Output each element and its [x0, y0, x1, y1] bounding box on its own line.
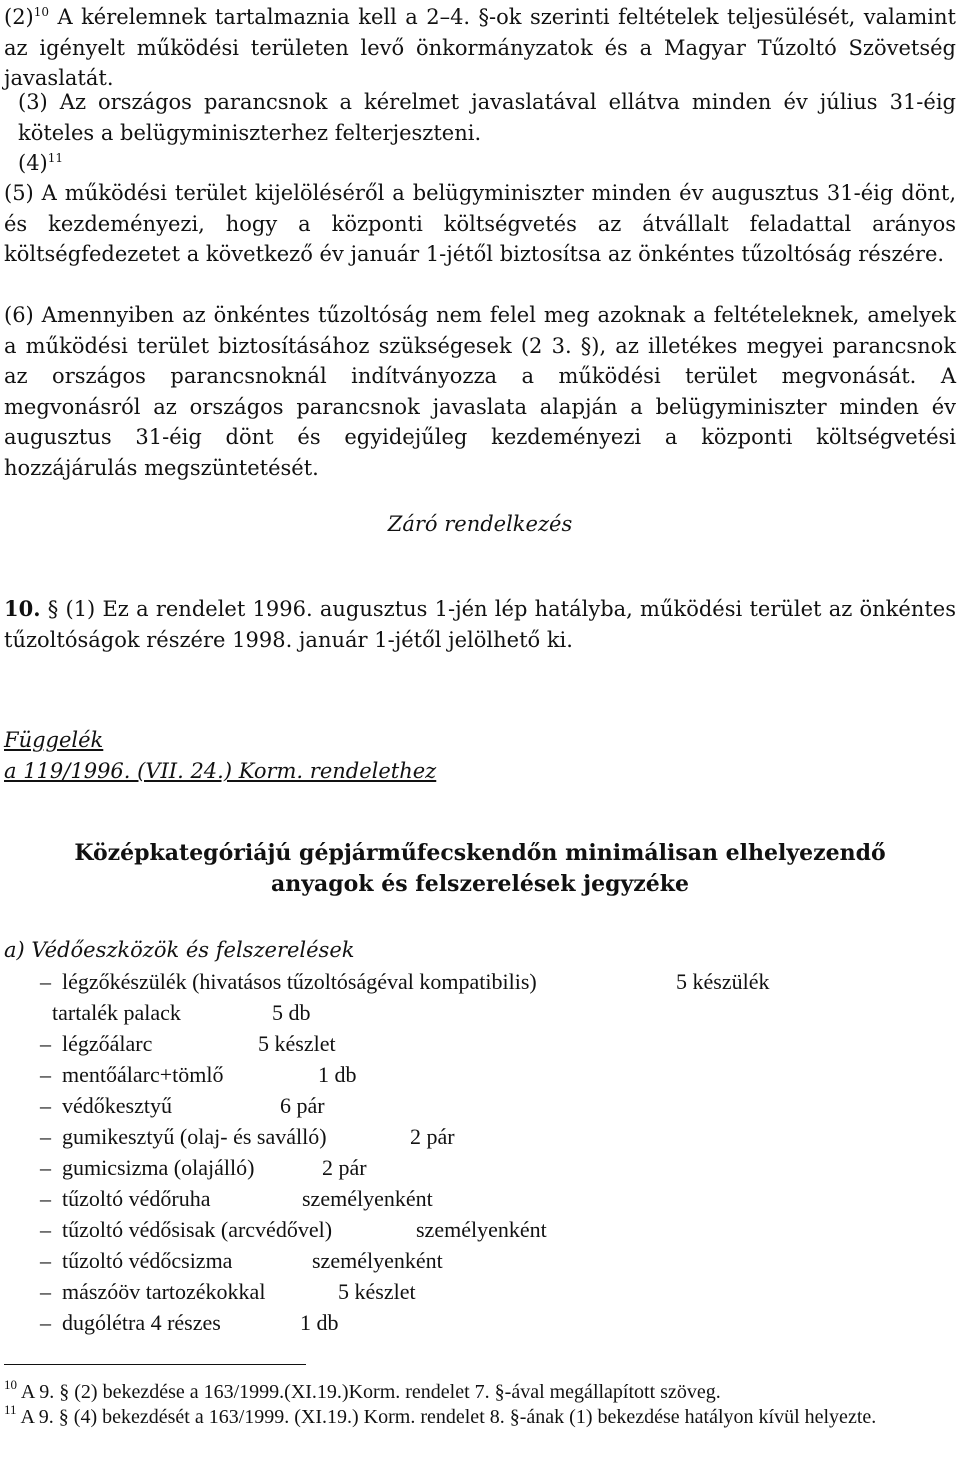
equipment-item — [4, 1183, 956, 1214]
equipment-name: légzőálarc — [62, 1031, 153, 1056]
footnote-11 — [4, 1402, 956, 1430]
equipment-item — [4, 997, 956, 1028]
list-dash: – — [40, 1279, 51, 1304]
equipment-quantity: 6 pár — [280, 1093, 325, 1118]
equipment-name: gumicsizma (olajálló) — [62, 1155, 255, 1180]
equipment-quantity: 1 db — [318, 1062, 357, 1087]
section-10-number: 10. — [4, 596, 41, 621]
equipment-name: gumikesztyű (olaj- és saválló) — [62, 1124, 327, 1149]
paragraph-2-number: (2) — [4, 5, 34, 29]
equipment-name: tűzoltó védőruha — [62, 1186, 211, 1211]
footnote-ref-11[interactable]: 11 — [47, 151, 64, 165]
equipment-quantity: személyenként — [416, 1217, 547, 1242]
list-dash: – — [40, 1093, 51, 1118]
paragraph-5: (5) A működési terület kijelöléséről a belügyminiszter minden év augusztus 31-éig dönt, és kezdeményezi, hogy a központi költségvetés az átvállalt feladattal arányos költségfedezetet a következő év január 1-jétől biztosítsa az önkéntes tűzoltóság részére. — [4, 181, 956, 266]
footnote-10-text: A 9. § (2) bekezdése a 163/1999.(XI.19.)Korm. rendelet 7. §-ával megállapított szöveg. — [20, 1381, 721, 1403]
list-dash: – — [40, 1031, 51, 1056]
footnote-10-number: 10 — [4, 1377, 17, 1392]
paragraph-2 — [4, 2, 956, 94]
category-a-label: a) Védőeszközök és felszerelések — [4, 938, 355, 962]
closing-provisions-title: Záró rendelkezés — [387, 512, 573, 536]
equipment-quantity: 5 db — [272, 1000, 311, 1025]
equipment-item — [4, 1214, 956, 1245]
footnote-separator — [4, 1364, 306, 1365]
footnote-10 — [4, 1377, 956, 1405]
footnote-11-text: A 9. § (4) bekezdését a 163/1999. (XI.19.) Korm. rendelet 8. §-ának (1) bekezdése hatályon kívül helyezte. — [20, 1406, 877, 1428]
equipment-name: védőkesztyű — [62, 1093, 172, 1118]
section-10-text: § (1) Ez a rendelet 1996. augusztus 1-jén lép hatályba, működési terület az önkéntes tűzoltóságok részére 1998. január 1-jétől jelölhető ki. — [4, 597, 956, 652]
inventory-heading — [4, 838, 956, 900]
equipment-name: légzőkészülék (hivatásos tűzoltóságéval kompatibilis) — [62, 969, 537, 994]
equipment-quantity: 5 készlet — [258, 1031, 336, 1056]
list-dash: – — [40, 1310, 51, 1335]
equipment-quantity: 5 készlet — [338, 1279, 416, 1304]
list-dash: – — [40, 1186, 51, 1211]
equipment-item — [4, 1152, 956, 1183]
appendix-reference[interactable]: a 119/1996. (VII. 24.) Korm. rendelethez — [4, 759, 437, 783]
equipment-item — [4, 1121, 956, 1152]
equipment-quantity: 1 db — [300, 1310, 339, 1335]
equipment-name: mászóöv tartozékokkal — [62, 1279, 266, 1304]
paragraph-6: (6) Amennyiben az önkéntes tűzoltóság nem felel meg azoknak a feltételeknek, amelyek a működési terület biztosításához szükségesek (2 3. §), az illetékes megyei parancsnok az országos parancsnoknál indítványozza a működési terület megvonását. A megvonásról az országos parancsnok javaslata alapján a belügyminiszter minden év augusztus 31-éig dönt és egyidejűleg kezdeményezi a központi költségvetési hozzájárulás megszüntetését. — [4, 303, 956, 480]
inventory-heading-line-1: Középkategóriájú gépjárműfecskendőn minimálisan elhelyezendő — [74, 840, 886, 866]
footnote-11-number: 11 — [4, 1402, 17, 1417]
appendix-block — [4, 725, 956, 787]
footnote-ref-10[interactable]: 10 — [33, 5, 50, 19]
equipment-quantity: 2 pár — [322, 1155, 367, 1180]
equipment-item — [4, 1028, 956, 1059]
equipment-name: tartalék palack — [52, 1000, 181, 1025]
equipment-name: mentőálarc+tömlő — [62, 1062, 224, 1087]
list-dash: – — [40, 1155, 51, 1180]
equipment-quantity: 5 készülék — [676, 969, 770, 994]
inventory-heading-line-2: anyagok és felszerelések jegyzéke — [270, 871, 690, 897]
equipment-item — [4, 1307, 956, 1338]
equipment-name: dugólétra 4 részes — [62, 1310, 221, 1335]
equipment-quantity: személyenként — [302, 1186, 433, 1211]
footnotes — [4, 1377, 956, 1430]
equipment-quantity: 2 pár — [410, 1124, 455, 1149]
equipment-item — [4, 1059, 956, 1090]
list-dash: – — [40, 1217, 51, 1242]
list-dash: – — [40, 1062, 51, 1087]
section-10 — [4, 594, 956, 655]
equipment-name: tűzoltó védőcsizma — [62, 1248, 233, 1273]
equipment-quantity: személyenként — [312, 1248, 443, 1273]
equipment-item — [4, 966, 956, 997]
list-dash: – — [40, 969, 51, 994]
paragraph-3: (3) Az országos parancsnok a kérelmet javaslatával ellátva minden év július 31-éig köteles a belügyminiszterhez felterjeszteni. — [18, 90, 956, 145]
paragraph-2-text: A kérelemnek tartalmaznia kell a 2–4. §-ok szerinti feltételek teljesülését, valamint az igényelt működési területen levő önkormányzatok és a Magyar Tűzoltó Szövetség javaslatát. — [4, 5, 956, 90]
paragraph-4-number: (4) — [18, 151, 48, 175]
equipment-list — [4, 966, 956, 1338]
appendix-label[interactable]: Függelék — [4, 728, 104, 752]
paragraph-4 — [4, 148, 960, 179]
equipment-item — [4, 1276, 956, 1307]
equipment-name: tűzoltó védősisak (arcvédővel) — [62, 1217, 333, 1242]
equipment-item — [4, 1245, 956, 1276]
equipment-item — [4, 1090, 956, 1121]
list-dash: – — [40, 1124, 51, 1149]
list-dash: – — [40, 1248, 51, 1273]
